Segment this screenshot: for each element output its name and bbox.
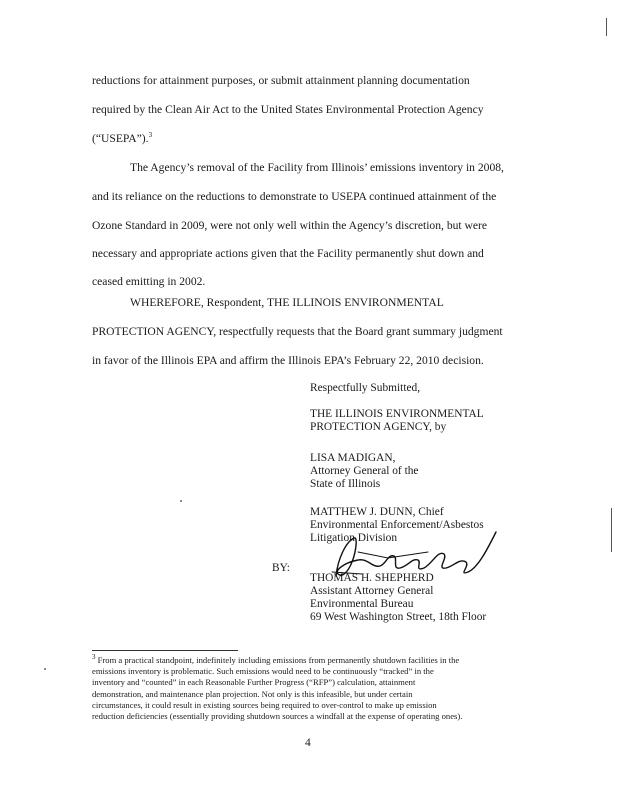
footnote-divider: [92, 650, 238, 651]
para2-line-1: The Agency’s removal of the Facility from Illinois’ emissions inventory in 2008,: [130, 161, 504, 174]
footnote-line: reduction deficiencies (essentially providing shutdown sources a windfall at the expense of operating ones).: [92, 711, 463, 722]
agency-line: THE ILLINOIS ENVIRONMENTAL: [310, 408, 484, 420]
scan-speck: [44, 668, 46, 670]
para3-line-1: WHEREFORE, Respondent, THE ILLINOIS ENVIRONMENTAL: [130, 296, 444, 309]
para1-line-2: required by the Clean Air Act to the United States Environmental Protection Agency: [92, 103, 484, 116]
footnote: [92, 655, 532, 722]
para3-line-3: in favor of the Illinois EPA and affirm the Illinois EPA’s February 22, 2010 decision.: [92, 354, 484, 367]
signer-block: [310, 572, 486, 624]
attorney-general-block: [310, 452, 418, 491]
para1-line-1: reductions for attainment purposes, or submit attainment planning documentation: [92, 74, 470, 87]
by-label: BY:: [272, 562, 290, 574]
footnote-line: demonstration, and maintenance plan projection. Not only is this infeasible, but under certain: [92, 688, 413, 699]
footnote-line: emissions inventory is problematic. Such emissions would need to be continuously “tracked” in the: [92, 666, 434, 677]
signer-line: 69 West Washington Street, 18th Floor: [310, 611, 487, 623]
footnote-line-1: [92, 655, 532, 666]
scan-edge-mark: [611, 508, 612, 552]
chief-line: Litigation Division: [310, 532, 398, 544]
footnote-line: circumstances, it could result in existing sources being required to over-control to make up emission: [92, 699, 437, 710]
agency-line: PROTECTION AGENCY, by: [310, 421, 447, 433]
closing: Respectfully Submitted,: [310, 382, 421, 394]
para2-line-4: necessary and appropriate actions given that the Facility permanently shut down and: [92, 247, 484, 260]
para2-line-5: ceased emitting in 2002.: [92, 275, 206, 288]
ag-line: Attorney General of the: [310, 465, 419, 477]
signer-line: Environmental Bureau: [310, 598, 414, 610]
agency-block: [310, 408, 484, 434]
signer-line: THOMAS H. SHEPHERD: [310, 572, 434, 584]
para1-line-3: [92, 132, 152, 146]
chief-line: Environmental Enforcement/Asbestos: [310, 519, 484, 531]
para3-line-2: PROTECTION AGENCY, respectfully requests that the Board grant summary judgment: [92, 325, 503, 338]
page-number: 4: [305, 737, 311, 749]
signer-line: Assistant Attorney General: [310, 585, 434, 597]
chief-line: MATTHEW J. DUNN, Chief: [310, 506, 444, 518]
ag-line: LISA MADIGAN,: [310, 452, 396, 464]
para2-line-3: Ozone Standard in 2009, were not only well within the Agency’s discretion, but were: [92, 219, 488, 232]
scan-speck: [180, 500, 182, 502]
footnote-text: From a practical standpoint, indefinitely including emissions from permanently shutdown facilities in the: [97, 655, 460, 665]
para1-line-3-text: (“USEPA”).: [92, 132, 149, 145]
footnote-line: inventory and “counted” in each Reasonable Further Progress (“RFP”) calculation, attainment: [92, 677, 416, 688]
footnote-reference: 3: [148, 131, 153, 140]
para2-line-2: and its reliance on the reductions to demonstrate to USEPA continued attainment of the: [92, 190, 497, 203]
ag-line: State of Illinois: [310, 478, 381, 490]
scan-edge-mark: [606, 18, 607, 36]
footnote-marker: 3: [92, 653, 96, 662]
